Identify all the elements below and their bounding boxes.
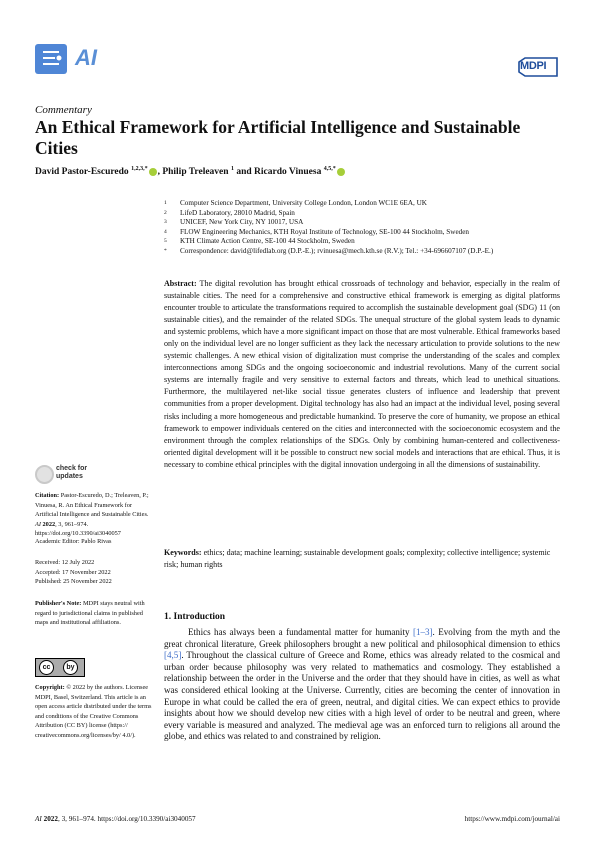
published-date: Published: 25 November 2022 <box>35 578 112 585</box>
author-name: David Pastor-Escuredo <box>35 167 129 178</box>
received-date: Received: 12 July 2022 <box>35 559 95 566</box>
abstract <box>164 278 560 471</box>
footer-journal: AI <box>35 815 42 823</box>
affiliation-item: 2 LifeD Laboratory, 28010 Madrid, Spain <box>164 208 295 217</box>
publisher-note: Publisher's Note: MDPI stays neutral with regard to jurisdictional claims in published maps and institutional affiliations. <box>35 600 145 626</box>
citation-link[interactable]: [1–3] <box>412 627 433 637</box>
author-sup: 4,5,* <box>323 166 336 172</box>
section-heading: 1. Introduction <box>164 612 226 622</box>
page-footer <box>35 815 560 823</box>
check-updates-icon <box>35 465 54 484</box>
affiliation-item: 1 Computer Science Department, University College London, London WC1E 6EA, UK <box>164 199 427 207</box>
footer-citation: , 3, 961–974. https://doi.org/10.3390/ai3040057 <box>57 815 196 823</box>
author-list: David Pastor-Escuredo $^{1,2,3,*}$ , Philip Treleaven $^1$ and Ricardo Vinuesa $^{4,5,*}$ <box>35 166 346 177</box>
author-name: Philip Treleaven <box>162 167 229 178</box>
correspondence: * Correspondence: david@lifedlab.org (D.P.-E.); rvinuesa@mech.kth.se (R.V.); Tel.: +34-696607107 (D.P.-E.) <box>164 246 494 255</box>
by-icon: by <box>63 660 78 675</box>
author-sup: 1,2,3,* <box>131 166 148 172</box>
check-for-updates-button[interactable]: check for updates <box>35 465 105 487</box>
affiliation-item: 3 UNICEF, New York City, NY 10017, USA <box>164 218 304 227</box>
author-sup: 1 <box>230 166 234 172</box>
abstract-text: The digital revolution has brought ethical crossroads of technology and behavior, especially in the realm of sustainable cities. The need for a comprehensive and constructive ethical framework is emerging as digital platforms encounter trouble to articulate the transformations required to accomplish the sustainable development goal (SDG) 11 (on sustainable cities), and the remainder of the related SDGs. The unequal structure of the global system leads to dynamic and systemic problems, which have a more significant impact on those that are most vulnerable. Ethical frameworks based only on the individual level are no longer sufficient as they lack the necessary articulation to provide solutions to the new systemic challenges. A new ethical vision of digitalization must comprise the understanding of the scales and complex interconnections among SDGs and the ongoing socioeconomic and industrial revolutions. Many of the current social systems are internally fragile and very sensitive to external factors and threats, which lead to unethical situations. Furthermore, the multilayered net-like social tissue generates clusters of influence and leadership that prevent communities from a proper development. Digital technology has also had an impact at the individual level, posing several risks including a more homogeneous and predictable humankind. To preserve the core of humanity, we propose an ethical framework to empower individuals centered on the cities and interconnected with the socioeconomic ecosystem and the environment through the complex relationships of the SDGs. Only by combining human-centered and collectiveness-oriented digital development will it be possible to construct new social models and interactions that are ethical. Thus, it is necessary to combine ethical principles with the digital innovation undergoing in all the dimensions of sustainability. <box>164 279 560 469</box>
citation-block: Citation: Pastor-Escuredo, D.; Treleaven, P.; Vinuesa, R. An Ethical Framework for Artificial Intelligence and Sustainable Cities. AI 2022, 3, 961–974. https://doi.org/10.3390/ai3040057 <box>35 492 149 537</box>
publisher-logo <box>517 56 559 80</box>
footer-year: 2022 <box>43 815 58 823</box>
dates <box>35 558 155 587</box>
journal-logo <box>35 44 95 74</box>
author-name: Ricardo Vinuesa <box>254 167 322 178</box>
keywords-label: Keywords: <box>164 548 202 557</box>
orcid-icon[interactable] <box>337 168 345 176</box>
journal-url-link[interactable]: https://www.mdpi.com/journal/ai <box>464 815 560 823</box>
article-title: An Ethical Framework for Artificial Intelligence and Sustainable Cities <box>35 117 521 158</box>
cc-icon: cc <box>39 660 54 675</box>
journal-logo-icon <box>35 44 67 74</box>
keywords-text: ethics; data; machine learning; sustainable development goals; complexity; collective intelligence; systemic risk; human rights <box>164 548 551 570</box>
orcid-icon[interactable] <box>149 168 157 176</box>
journal-name: AI <box>75 45 97 70</box>
copyright: Copyright: © 2022 by the authors. Licensee MDPI, Basel, Switzerland. This article is an open access article distributed under the terms and conditions of the Creative Commons Attribution (CC BY) license (https:// creativecommons.org/licenses/by/ 4.0/). <box>35 684 152 739</box>
abstract-label: Abstract: <box>164 279 197 288</box>
affiliation-item: 4 FLOW Engineering Mechanics, KTH Royal Institute of Technology, SE-100 44 Stockholm, Sweden <box>164 227 470 236</box>
intro-paragraph: Ethics has always been a fundamental matter for humanity [1–3]. Evolving from the myth and the great chronical literature, Greek philosophers brought a new political and philosophical dimension to ethics [4,5]. Throughout the classical culture of Greece and Rome, ethics was already related to the cosmical and urban order because philosophy was very related to mathematics and cosmology. They established a relationship between the order in the Universe and the order that they should have in cities, as well as what was considered ethical looking at the Universe. Currently, cities are becoming the center of innovation in Europe in what could be called the era of green, neutral, and digital cities. We can expect ethics to provide insights about how we should develop new cities with a high level of order to be neutral and green, where every variable is measured and analyzed. The medieval age was an enforced turn to religions all around the globe, and ethics was related to and constrained by religion. <box>164 627 560 742</box>
citation-label: Citation: <box>35 492 60 499</box>
publisher-name: MDPI <box>520 60 547 72</box>
citation-link[interactable]: [4,5] <box>164 650 182 661</box>
cc-license-badge[interactable] <box>35 658 85 677</box>
academic-editor: Academic Editor: Pablo Rivas <box>35 538 112 545</box>
affiliation-item: 5 KTH Climate Action Centre, SE-100 44 Stockholm, Sweden <box>164 237 355 246</box>
affiliations <box>164 199 564 257</box>
accepted-date: Accepted: 17 November 2022 <box>35 568 111 576</box>
article-type: Commentary <box>35 104 92 116</box>
keywords <box>164 547 560 571</box>
